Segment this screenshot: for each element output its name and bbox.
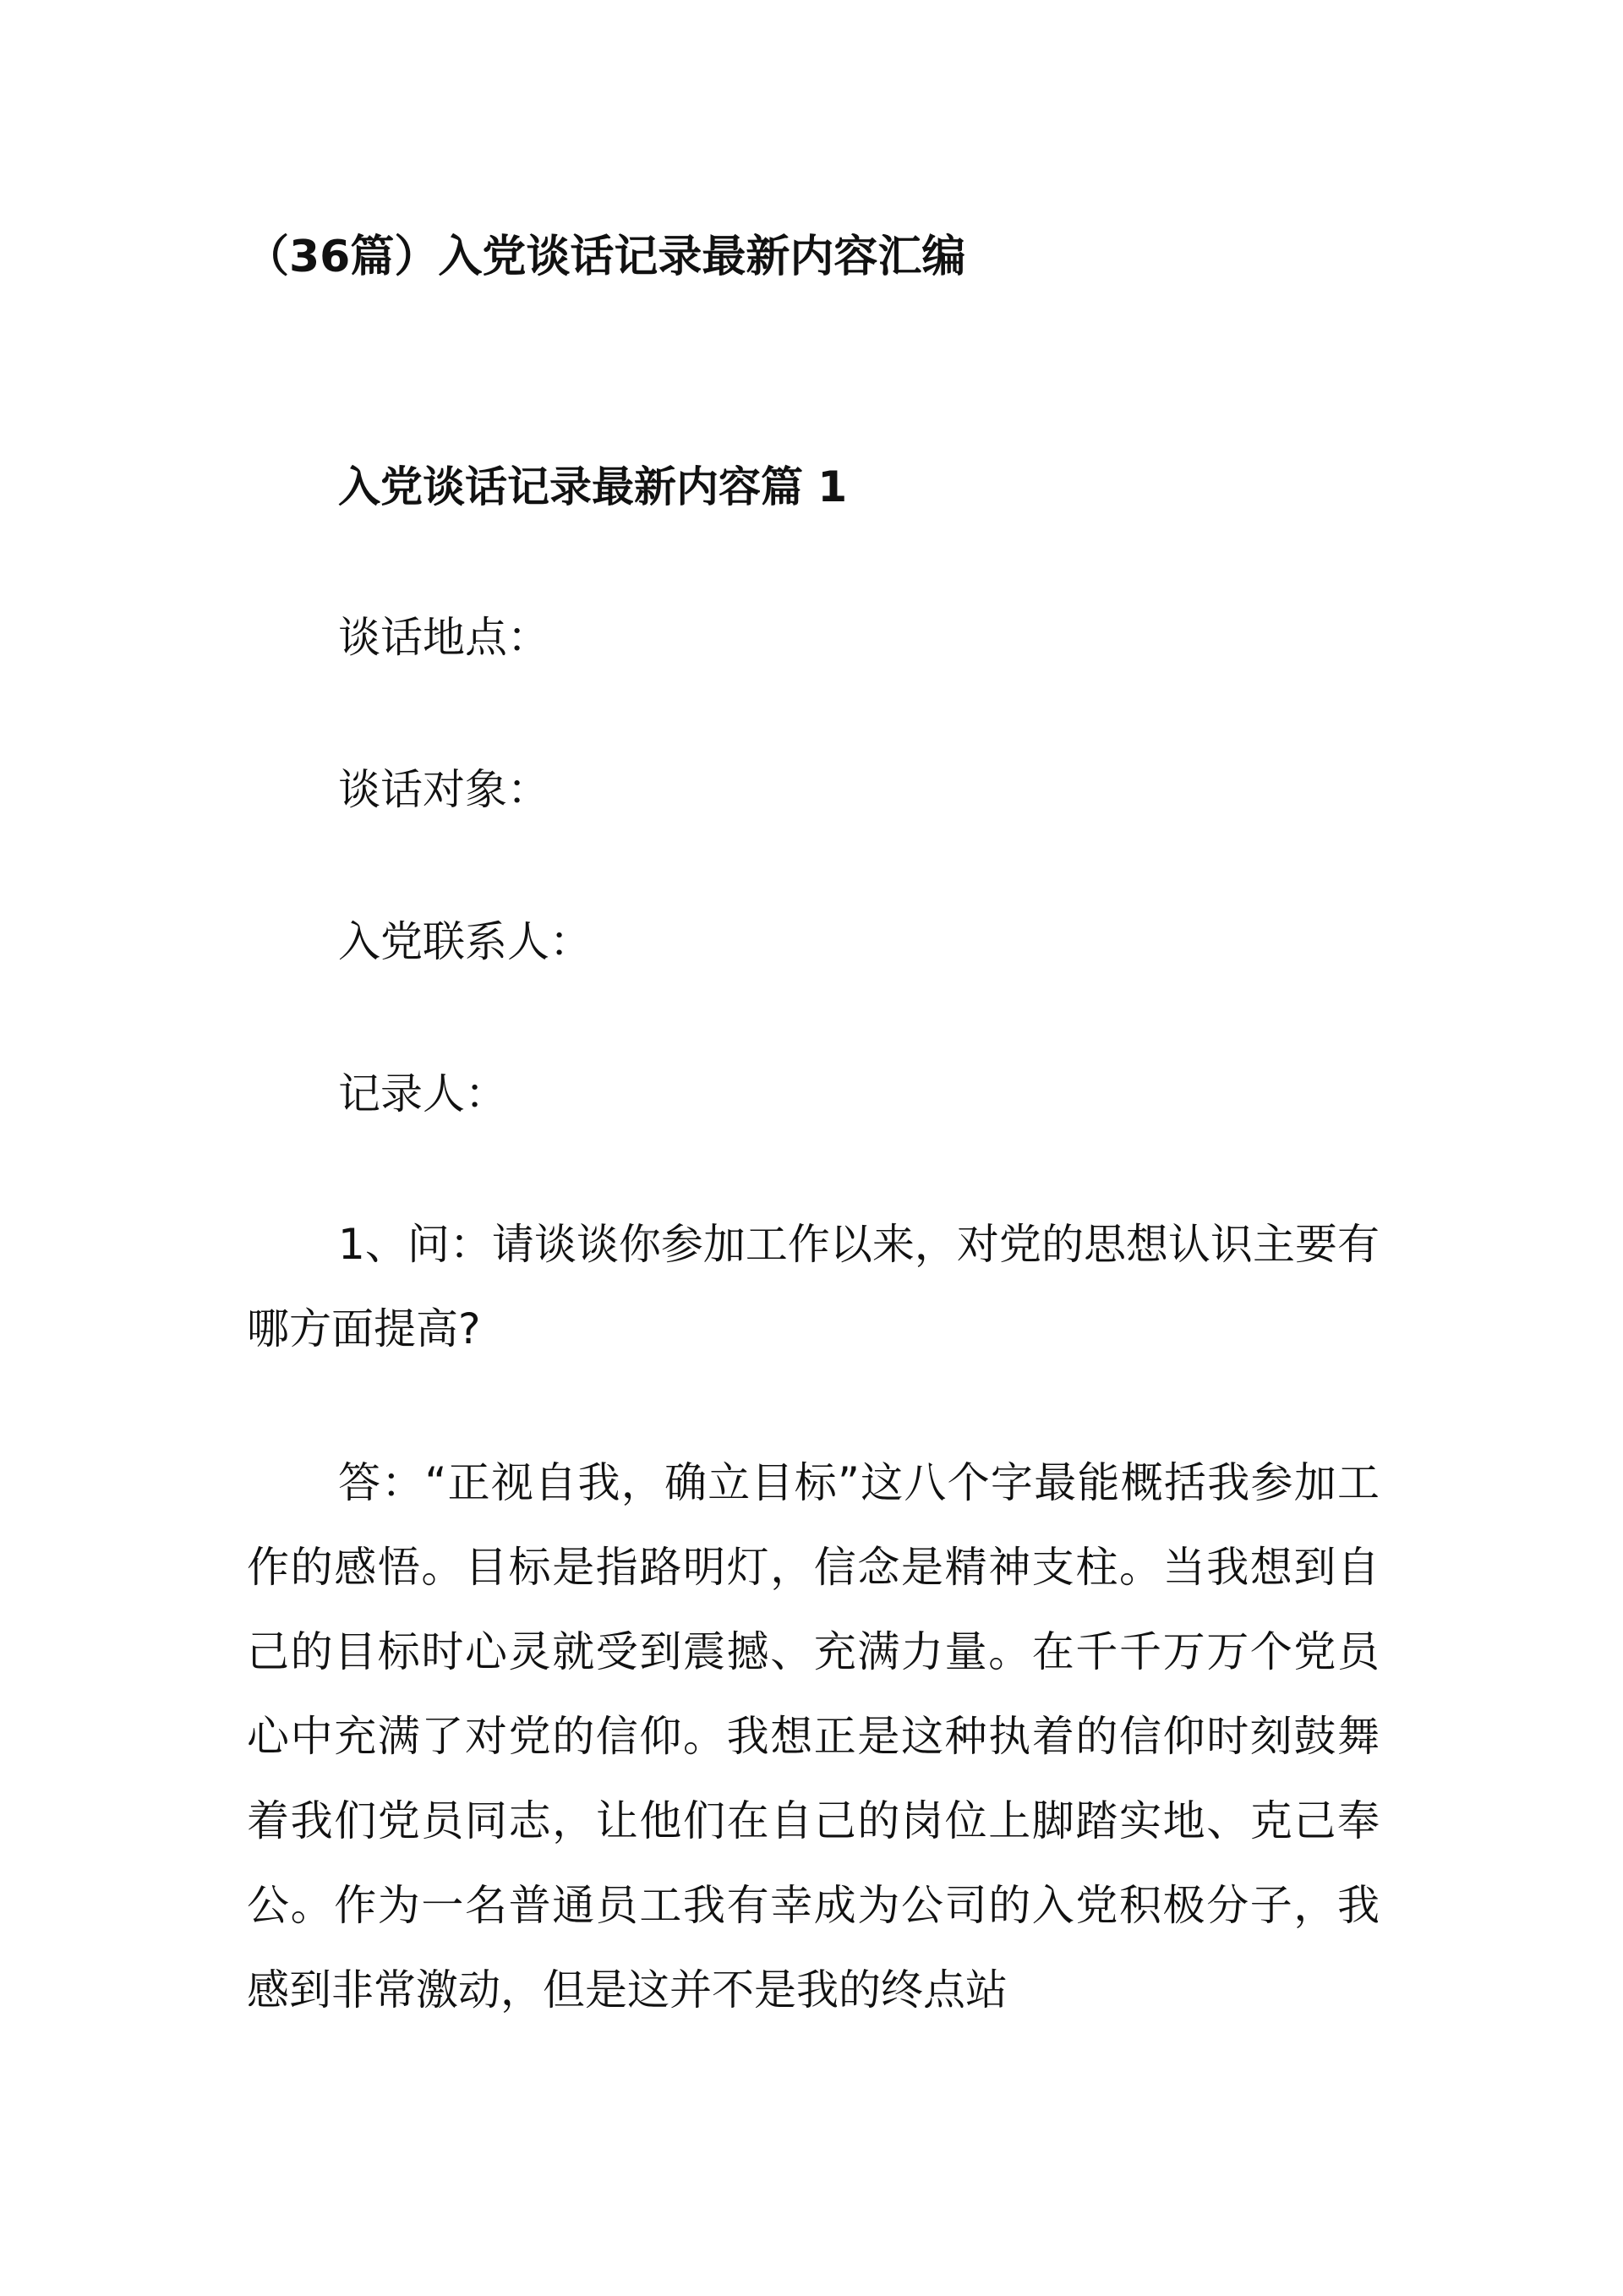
- field-interviewee: 谈话对象：: [338, 765, 549, 814]
- field-contact-person: 入党联系人：: [338, 917, 592, 966]
- document-title: （36篇）入党谈话记录最新内容汇编: [245, 232, 966, 282]
- field-recorder: 记录人：: [338, 1069, 507, 1118]
- section-heading: 入党谈话记录最新内容篇 1: [338, 462, 848, 511]
- answer-paragraph: 答：“正视自我，确立目标”这八个字最能概括我参加工作的感悟。目标是指路明灯，信念是精神支柱。当我想到自己的目标时心灵就受到震撼、充满力量。在千千万万个党员心中充满了对党的信仰。我想正是这种执着的信仰时刻鼓舞着我们党员同志，让他们在自己的岗位上脚踏实地、克己奉公。作为一名普通员工我有幸成为公司的入党积极分子，我感到非常激动，但是这并不是我的终点站: [247, 1458, 1380, 2014]
- field-location: 谈话地点：: [338, 613, 549, 662]
- question-paragraph: 1、问：请谈谈你参加工作以来，对党的思想认识主要有哪方面提高?: [247, 1220, 1380, 1353]
